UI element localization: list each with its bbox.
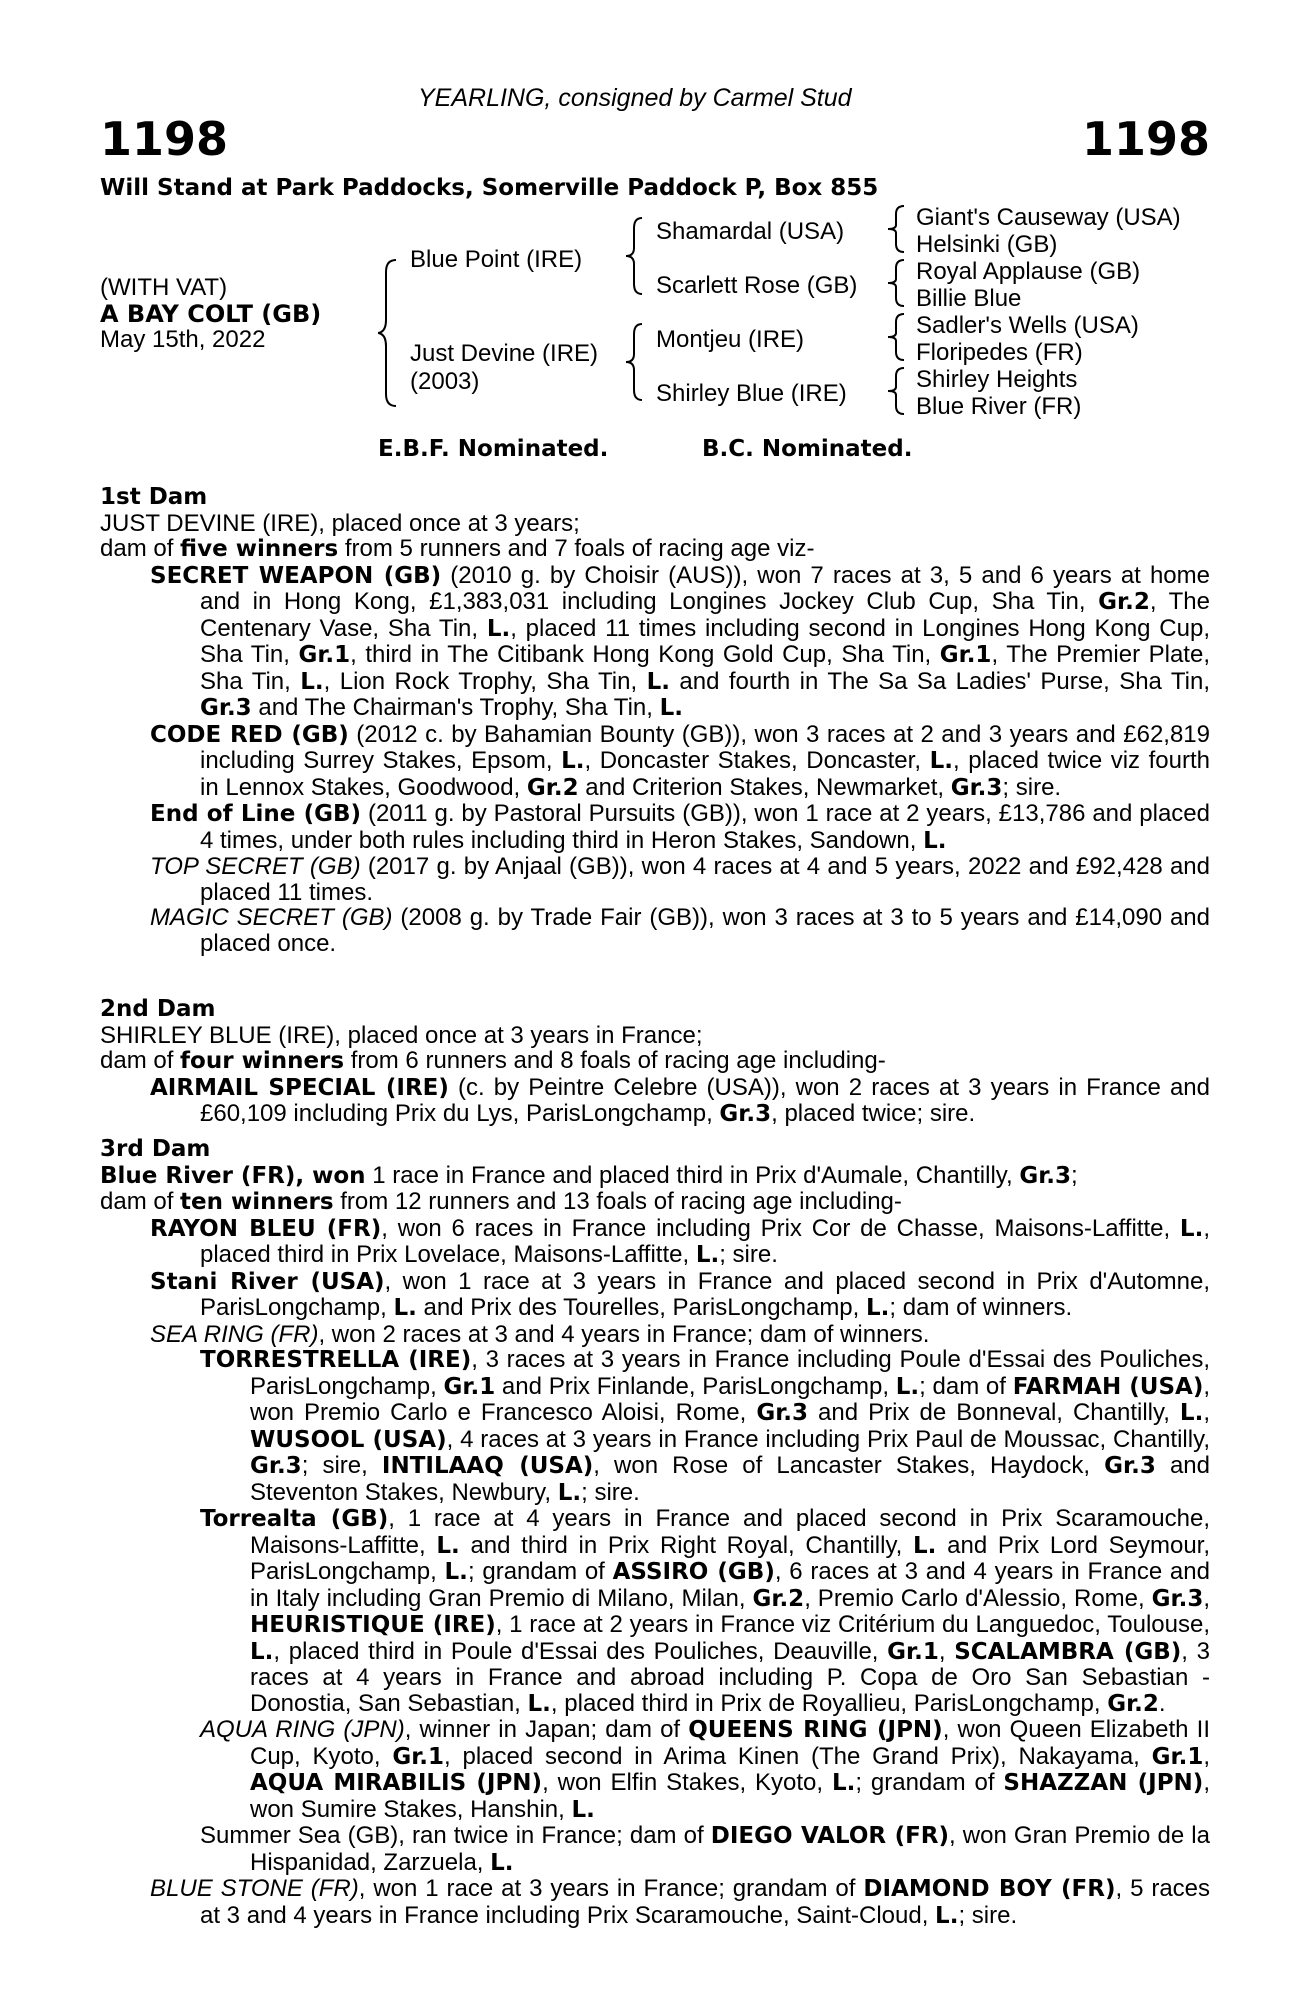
- text-span: , 4 races at 3 years in France including Prix Paul de Moussac, Chantilly,: [446, 1425, 1210, 1453]
- horse-name-bold: Blue River (FR): [100, 1162, 296, 1189]
- lot-number-left: 1198: [100, 112, 229, 166]
- produce-secret-weapon: [100, 563, 1210, 722]
- grade: L.: [561, 748, 585, 774]
- produce-stani-river: [100, 1269, 1210, 1322]
- produce-torrealta: [100, 1506, 1210, 1717]
- pedigree-dam-dam: Shirley Blue (IRE): [656, 380, 847, 407]
- pedigree-brace-main: [378, 258, 400, 408]
- text-span: , won Queen Elizabeth II Cup, Kyoto,: [250, 1716, 1210, 1770]
- text-span: , placed third in Prix Lovelace, Maisons-Laffitte,: [200, 1214, 1210, 1268]
- produce-top-secret: [100, 854, 1210, 905]
- pedigree-sdd: Billie Blue: [916, 285, 1022, 312]
- pedigree-sss: Giant's Causeway (USA): [916, 204, 1181, 231]
- text-span: , 6 races at 3 and 4 years in France and in Italy including Gran Premio di Milano, Milan,: [250, 1558, 1210, 1612]
- grade: L.: [444, 1559, 468, 1585]
- text-span: , won Sumire Stakes, Hanshin,: [250, 1769, 1210, 1823]
- text-span: , placed third in Prix de Royallieu, ParisLongchamp,: [550, 1689, 1108, 1717]
- third-dam-heading: 3rd Dam: [100, 1136, 211, 1162]
- text-span: dam of: [100, 1047, 181, 1074]
- pedigree-dam-sire: Montjeu (IRE): [656, 326, 805, 353]
- text-span: ,: [1203, 1399, 1210, 1426]
- text-span: ,: [938, 1637, 955, 1665]
- horse-name: A BAY COLT (GB): [100, 300, 322, 328]
- grade: L.: [923, 827, 947, 854]
- produce-code-red: [100, 722, 1210, 802]
- text-span: (2010 g. by Choisir (AUS)), won 7 races at 3, 5 and 6 years at home and in Hong Kong, £1,383,031 including Longines Jockey Club Cup, Sha Tin,: [200, 561, 1210, 615]
- grade: Gr.3: [950, 774, 1003, 801]
- grade: L.: [436, 1532, 460, 1559]
- text-span: and Prix des Tourelles, ParisLongchamp,: [416, 1294, 866, 1321]
- text-span: ,: [1203, 1742, 1211, 1770]
- grade: Gr.2: [526, 774, 579, 801]
- text-span: ; sire.: [719, 1241, 778, 1268]
- grade: Gr.1: [939, 642, 992, 668]
- produce-magic-secret: [100, 905, 1210, 956]
- text-span: , 5 races at 3 and 4 years in France including Prix Scaramouche, Saint-Cloud,: [200, 1875, 1211, 1929]
- grade: Gr.2: [752, 1585, 805, 1612]
- text-span: and The Chairman's Trophy, Sha Tin,: [251, 694, 660, 721]
- horse-name-bold: AIRMAIL SPECIAL (IRE): [150, 1074, 449, 1101]
- text-span: , The Premier Plate, Sha Tin,: [200, 641, 1210, 695]
- grade: Gr.3: [1104, 1453, 1156, 1479]
- pedigree-dam-year: (2003): [410, 368, 480, 395]
- text-span: , 3 races at 3 years in France including Poule d'Essai des Pouliches, ParisLongchamp,: [250, 1346, 1210, 1400]
- brace-ds-svg: [888, 312, 908, 362]
- text-span: and Prix de Bonneval, Chantilly,: [808, 1399, 1180, 1426]
- text-span: , won Rose of Lancaster Stakes, Haydock,: [593, 1452, 1105, 1479]
- first-dam-section: [100, 484, 1210, 956]
- winners-count: ten winners: [180, 1189, 334, 1215]
- grade: L.: [929, 748, 953, 774]
- horse-name-bold: SECRET WEAPON (GB): [150, 562, 442, 589]
- horse-name-bold: QUEENS RING (JPN): [688, 1717, 943, 1743]
- horse-name-bold: INTILAAQ (USA): [381, 1453, 594, 1479]
- first-dam-line: JUST DEVINE (IRE), placed once at 3 years;: [100, 509, 580, 537]
- horse-name-bold: SCALAMBRA (GB): [954, 1638, 1182, 1665]
- text-span: , won Gran Premio de la Hispanidad, Zarzuela,: [250, 1822, 1210, 1876]
- grade: Gr.3: [1151, 1585, 1204, 1612]
- text-span: dam of: [100, 1188, 181, 1215]
- horse-name-italic: TOP SECRET (GB): [150, 853, 361, 880]
- horse-name-bold: RAYON BLEU (FR): [150, 1215, 382, 1242]
- grade: Gr.1: [392, 1743, 445, 1770]
- text-span: dam of: [100, 535, 181, 562]
- produce-end-of-line: [100, 801, 1210, 854]
- winners-count: five winners: [180, 536, 339, 562]
- grade: L.: [1179, 1400, 1204, 1426]
- vat-note: (WITH VAT): [100, 274, 228, 301]
- horse-name-bold: WUSOOL (USA): [250, 1426, 447, 1453]
- text-span: , won 1 race at 3 years in France and placed second in Prix d'Automne, ParisLongchamp,: [200, 1267, 1210, 1321]
- grade: Gr.2: [1098, 589, 1150, 615]
- horse-name-italic: BLUE STONE (FR): [150, 1875, 359, 1902]
- horse-name-bold: AQUA MIRABILIS (JPN): [250, 1770, 543, 1796]
- third-dam-line: [100, 1163, 1210, 1190]
- grade: L.: [866, 1295, 890, 1321]
- produce-rayon-bleu: [100, 1216, 1210, 1269]
- grade: Gr.1: [443, 1373, 496, 1400]
- text-span: , placed third in Poule d'Essai des Pouliches, Deauville,: [273, 1637, 888, 1665]
- text-span: ; dam of: [919, 1372, 1013, 1400]
- horse-name-italic: MAGIC SECRET (GB): [150, 904, 393, 931]
- won-bold: , won: [295, 1162, 366, 1189]
- produce-sea-ring: [100, 1322, 1210, 1348]
- grade: L.: [695, 1242, 720, 1268]
- grade: L.: [913, 1532, 937, 1559]
- horse-name-bold: TORRESTRELLA (IRE): [200, 1347, 472, 1373]
- text-span: , placed twice; sire.: [771, 1100, 976, 1127]
- text-span: , 1 race at 2 years in France viz Critérium du Languedoc, Toulouse,: [495, 1611, 1210, 1638]
- pedigree-dss: Sadler's Wells (USA): [916, 312, 1139, 339]
- grade: L.: [831, 1770, 856, 1796]
- text-span: and Prix Finlande, ParisLongchamp,: [495, 1372, 896, 1400]
- horse-name-bold: CODE RED (GB): [150, 721, 349, 748]
- text-span: , placed 11 times including second in Longines Hong Kong Cup, Sha Tin,: [200, 614, 1210, 668]
- text-span: , Doncaster Stakes, Doncaster,: [584, 747, 930, 774]
- text-span: , ran twice in France; dam of: [398, 1822, 711, 1849]
- text-span: and Prix Lord Seymour, ParisLongchamp,: [250, 1531, 1210, 1585]
- grade: Gr.3: [1019, 1162, 1072, 1189]
- text-span: ; grandam of: [855, 1769, 1004, 1796]
- grade: Gr.3: [756, 1400, 809, 1426]
- horse-name-bold: End of Line (GB): [150, 801, 362, 827]
- text-span: , third in The Citibank Hong Kong Gold Cup, Sha Tin,: [350, 641, 940, 668]
- pedigree-sds: Royal Applause (GB): [916, 258, 1141, 285]
- bc-nomination: B.C. Nominated.: [702, 436, 913, 462]
- grade: Gr.2: [1107, 1690, 1159, 1717]
- stand-location: Will Stand at Park Paddocks, Somerville Paddock P, Box 855: [100, 175, 879, 201]
- second-dam-section: [100, 996, 1210, 1128]
- text-span: ;: [1071, 1161, 1078, 1189]
- horse-name-italic: SEA RING (FR): [150, 1320, 319, 1348]
- text-span: , placed twice viz fourth in Lennox Stakes, Goodwood,: [200, 747, 1210, 801]
- brace-dd-svg: [888, 366, 908, 416]
- text-span: (2008 g. by Trade Fair (GB)), won 3 races at 3 to 5 years and £14,090 and placed once.: [200, 904, 1210, 957]
- text-span: .: [1158, 1689, 1166, 1717]
- first-dam-heading: 1st Dam: [100, 484, 208, 510]
- text-span: ; dam of winners.: [889, 1294, 1073, 1321]
- grade: Gr.1: [298, 642, 351, 668]
- grade: Gr.1: [1151, 1743, 1204, 1770]
- horse-name-italic: AQUA RING (JPN): [200, 1716, 405, 1743]
- text-span: (2012 c. by Bahamian Bounty (GB)), won 3 races at 2 and 3 years and £62,819 including Surrey Stakes, Epsom,: [200, 720, 1211, 774]
- text-span: and Steventon Stakes, Newbury,: [250, 1452, 1210, 1506]
- text-span: and fourth in The Sa Sa Ladies' Purse, Sha Tin,: [669, 667, 1211, 695]
- produce-torrestrella: [100, 1347, 1210, 1506]
- grade: L.: [557, 1479, 582, 1506]
- brace-sd-svg: [888, 258, 908, 308]
- grade: L.: [646, 668, 670, 695]
- consignment-line: YEARLING, consigned by Carmel Stud: [418, 84, 852, 112]
- pedigree-sire: Blue Point (IRE): [410, 246, 583, 273]
- produce-blue-stone: [100, 1876, 1210, 1929]
- horse-name-bold: HEURISTIQUE (IRE): [250, 1612, 496, 1638]
- text-span: and third in Prix Right Royal, Chantilly,: [459, 1531, 914, 1559]
- text-span: ; sire,: [301, 1452, 382, 1479]
- grade: L.: [490, 1849, 514, 1876]
- grade: L.: [393, 1295, 417, 1321]
- horse-name-bold: FARMAH (USA): [1012, 1373, 1204, 1400]
- second-dam-line: SHIRLEY BLUE (IRE), placed once at 3 years in France;: [100, 1021, 703, 1049]
- text-span: , won Elfin Stakes, Kyoto,: [542, 1769, 832, 1796]
- brace-main-svg: [378, 258, 400, 408]
- horse-name-bold: Torrealta (GB): [200, 1506, 389, 1532]
- horse-name-bold: ASSIRO (GB): [612, 1559, 775, 1585]
- grade: L.: [659, 695, 683, 721]
- pedigree-dds: Shirley Heights: [916, 366, 1078, 393]
- grade: L.: [486, 615, 511, 642]
- produce-aqua-ring: [100, 1717, 1210, 1823]
- text-span: (c. by Peintre Celebre (USA)), won 2 races at 3 years in France and £60,109 including Prix du Lys, ParisLongchamp,: [200, 1073, 1210, 1127]
- grade: L.: [250, 1638, 274, 1665]
- first-dam-produce-line: [100, 536, 1210, 563]
- grade: L.: [935, 1902, 959, 1929]
- second-dam-produce-line: [100, 1048, 1210, 1075]
- horse-dob: May 15th, 2022: [100, 326, 266, 353]
- pedigree-sire-sire: Shamardal (USA): [656, 218, 845, 245]
- produce-summer-sea: [100, 1823, 1210, 1876]
- lot-number-right: 1198: [1081, 112, 1210, 166]
- text-span: and Criterion Stakes, Newmarket,: [578, 773, 951, 801]
- grade: Gr.3: [719, 1101, 772, 1127]
- text-span: ; sire.: [581, 1478, 640, 1506]
- third-dam-produce-line: [100, 1189, 1210, 1216]
- pedigree-dsd: Floripedes (FR): [916, 339, 1083, 366]
- text-span: , The Centenary Vase, Sha Tin,: [200, 588, 1210, 642]
- grade: L.: [895, 1373, 920, 1400]
- text-span: , Premio Carlo d'Alessio, Rome,: [804, 1584, 1152, 1612]
- text-span: , Lion Rock Trophy, Sha Tin,: [323, 667, 647, 695]
- text-span: 1 race in France and placed third in Prix d'Aumale, Chantilly,: [365, 1161, 1020, 1189]
- text-span: , winner in Japan; dam of: [404, 1716, 689, 1743]
- text-span: ; sire.: [958, 1901, 1018, 1929]
- horse-name-bold: DIAMOND BOY (FR): [863, 1876, 1116, 1902]
- third-dam-section: [100, 1136, 1210, 1929]
- grade: L.: [527, 1690, 551, 1717]
- text-span: from 5 runners and 7 foals of racing age viz-: [338, 535, 815, 562]
- text-span: , won 2 races at 3 and 4 years in France; dam of winners.: [318, 1320, 930, 1348]
- horse-name-plain: Summer Sea (GB): [200, 1822, 399, 1849]
- text-span: , won 6 races in France including Prix Cor de Chasse, Maisons-Laffitte,: [381, 1214, 1180, 1242]
- text-span: , placed second in Arima Kinen (The Grand Prix), Nakayama,: [444, 1742, 1152, 1770]
- horse-name-bold: SHAZZAN (JPN): [1003, 1770, 1204, 1796]
- ebf-nomination: E.B.F. Nominated.: [378, 436, 609, 462]
- text-span: ; sire.: [1002, 773, 1062, 801]
- pedigree-dam: Just Devine (IRE): [410, 340, 599, 367]
- text-span: from 6 runners and 8 foals of racing age including-: [344, 1047, 886, 1074]
- horse-name-bold: Stani River (USA): [150, 1268, 385, 1295]
- text-span: , 1 race at 4 years in France and placed second in Prix Scaramouche, Maisons-Laffitte,: [250, 1505, 1210, 1559]
- horse-name-bold: DIEGO VALOR (FR): [710, 1823, 950, 1849]
- text-span: , 3 races at 4 years in France and abroad including P. Copa de Oro San Sebastian - Donostia, San Sebastian,: [250, 1637, 1210, 1717]
- brace-ss-svg: [888, 204, 908, 254]
- grade: Gr.3: [250, 1453, 302, 1479]
- brace-sire-svg: [626, 216, 646, 296]
- pedigree-ddd: Blue River (FR): [916, 393, 1082, 420]
- second-dam-heading: 2nd Dam: [100, 996, 216, 1022]
- grade: Gr.3: [200, 695, 252, 721]
- grade: L.: [300, 668, 324, 695]
- pedigree-sire-dam: Scarlett Rose (GB): [656, 272, 858, 299]
- text-span: ; grandam of: [467, 1558, 613, 1585]
- text-span: , won 1 race at 3 years in France; grandam of: [358, 1875, 864, 1902]
- text-span: (2011 g. by Pastoral Pursuits (GB)), won 1 race at 2 years, £13,786 and placed 4 times, under both rules including third in Heron Stakes, Sandown,: [200, 800, 1210, 854]
- text-span: from 12 runners and 13 foals of racing age including-: [333, 1188, 902, 1215]
- text-span: ,: [1203, 1584, 1211, 1612]
- produce-airmail-special: [100, 1075, 1210, 1128]
- pedigree-ssd: Helsinki (GB): [916, 231, 1058, 258]
- winners-count: four winners: [180, 1048, 345, 1074]
- brace-dam-svg: [626, 322, 646, 402]
- text-span: (2017 g. by Anjaal (GB)), won 4 races at 4 and 5 years, 2022 and £92,428 and placed 11 times.: [200, 853, 1210, 906]
- grade: L.: [1179, 1215, 1204, 1242]
- text-span: , won Premio Carlo e Francesco Aloisi, Rome,: [250, 1372, 1211, 1426]
- grade: L.: [571, 1796, 595, 1823]
- grade: Gr.1: [887, 1638, 939, 1665]
